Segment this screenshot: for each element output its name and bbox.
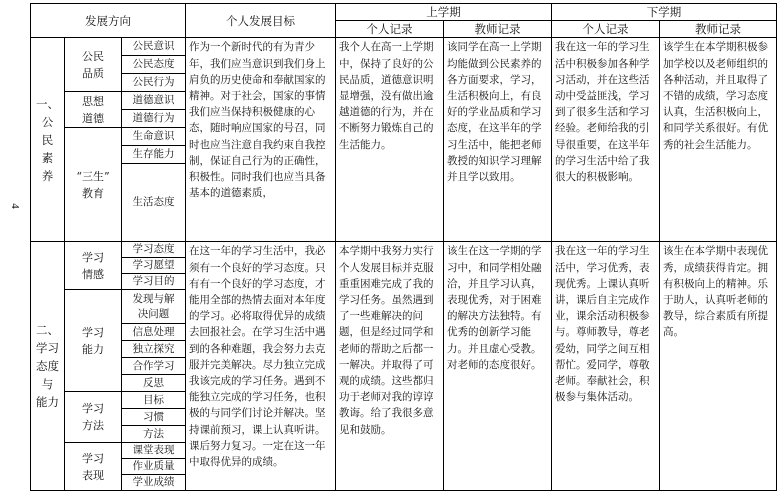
category-civic-literacy: 一、 公 民 素 养 xyxy=(31,38,65,242)
item-homework-quality: 作业质量 xyxy=(122,459,186,475)
header-direction: 发展方向 xyxy=(31,4,186,38)
subcategory-civic-quality: 公民 品质 xyxy=(65,38,122,92)
item-class-performance: 课堂表现 xyxy=(122,443,186,459)
s2-teacher-learning: 该生在本学期中表现优秀，成绩获得肯定。拥有积极向上的精神。乐于助人，认真听老师的教导，综合素质有所提高。 xyxy=(660,242,777,491)
header-goal: 个人发展目标 xyxy=(186,4,336,38)
header-s2-personal: 个人记录 xyxy=(552,21,660,38)
subcategory-learning-emotion: 学习 情感 xyxy=(65,242,122,290)
goal-civic: 作为一个新时代的有为青少年，我们应当意识到我们身上肩负的历史使命和奉献国家的精神。对于社会，国家的事情我们应当保持积极健康的心态，随时响应国家的号召，同时也应当注意自我约束自我控制，保证自己行为的正确性，积极性。同时我们也应当具备基本的道德素质， xyxy=(186,38,336,242)
item-learning-attitude: 学习态度 xyxy=(122,242,186,258)
header-s2-teacher: 教师记录 xyxy=(660,21,777,38)
s2-personal-civic: 我在这一年的学习生活中积极参加各种学习活动，并在这些活动中受益匪浅，学习到了很多生活和学习经验。老师给我的引导很重要，在这半年的学习生活中给了我很大的积极影响。 xyxy=(552,38,660,242)
item-life-awareness: 生命意识 xyxy=(122,128,186,146)
header-semester-2: 下学期 xyxy=(552,4,777,21)
s1-personal-civic: 我个人在高一上学期中，保持了良好的公民品质，道德意识明显增强，没有做出逾越道德的行为，并在不断努力锻炼自己的生活能力。 xyxy=(336,38,444,242)
s1-teacher-civic: 该同学在高一上学期均能做到公民素养的各方面要求，学习，生活积极向上，有良好的学业品质和学习态度，在这半年的学习生活中，能把老师教授的知识学习理解并且学以致用。 xyxy=(444,38,552,242)
item-information-processing: 信息处理 xyxy=(122,324,186,341)
item-learning-desire: 学习愿望 xyxy=(122,258,186,274)
item-goal: 目标 xyxy=(122,392,186,409)
s1-personal-learning: 本学期中我努力实行个人发展目标并克服重重困难完成了我的学习任务。虽然遇到了一些难解决的问题，但是经过同学和老师的帮助之后都一一解决。并取得了可观的成绩。这些都归功于老师对我的谆谆教诲。给了我很多意见和鼓励。 xyxy=(336,242,444,491)
header-s1-teacher: 教师记录 xyxy=(444,21,552,38)
item-civic-behavior: 公民行为 xyxy=(122,74,186,92)
item-moral-awareness: 道德意识 xyxy=(122,92,186,110)
s2-personal-learning: 我在这一年的学习生活中，学习优秀，表现优秀。上课认真听讲，课后自主完成作业，课余活动积极参与。尊师教导，尊老爱幼，同学之间互相帮忙。爱同学，尊敬老师。奉献社会，积极参与集体活动。 xyxy=(552,242,660,491)
header-semester-1: 上学期 xyxy=(336,4,552,21)
item-civic-attitude: 公民态度 xyxy=(122,56,186,74)
item-habit: 习惯 xyxy=(122,409,186,426)
item-cooperative-learning: 合作学习 xyxy=(122,358,186,375)
subcategory-learning-performance: 学习 表现 xyxy=(65,443,122,491)
item-life-attitude: 生活态度 xyxy=(122,164,186,242)
item-method: 方法 xyxy=(122,426,186,443)
goal-learning: 在这一年的学习生活中，我必须有一个良好的学习态度。只有有一个良好的学习态度，才能用全部的热情去面对本年度的学习。必将取得优异的成绩去回报社会。在学习生活中遇到的各种难题，我会努力去克服并完美解决。尽力独立完成我该完成的学习任务。遇到不能独立完成的学习任务，也积极的与同学们讨论并解决。坚持课前预习，课上认真听讲。课后努力复习。一定在这一年中取得优异的成绩。 xyxy=(186,242,336,491)
category-learning-attitude-ability: 二、 学习 态度 与 能力 xyxy=(31,242,65,491)
subcategory-three-life-education: “三生” 教育 xyxy=(65,128,122,242)
subcategory-learning-ability: 学习 能力 xyxy=(65,290,122,392)
s2-teacher-civic: 该学生在本学期积极参加学校以及老师组织的各种活动，并且取得了不错的成绩，学习态度认真，生活积极向上，和同学关系很好。有优秀的社会生活能力。 xyxy=(660,38,777,242)
subcategory-morality: 思想 道德 xyxy=(65,92,122,128)
item-academic-results: 学业成绩 xyxy=(122,475,186,491)
subcategory-learning-method: 学习 方法 xyxy=(65,392,122,443)
item-moral-behavior: 道德行为 xyxy=(122,110,186,128)
item-reflection: 反思 xyxy=(122,375,186,392)
page-number: 4 xyxy=(8,203,21,209)
item-survival-ability: 生存能力 xyxy=(122,146,186,164)
item-problem-solving: 发现与解 决问题 xyxy=(122,290,186,324)
header-s1-personal: 个人记录 xyxy=(336,21,444,38)
development-record-table xyxy=(30,3,777,491)
item-civic-awareness: 公民意识 xyxy=(122,38,186,56)
item-independent-inquiry: 独立探究 xyxy=(122,341,186,358)
s1-teacher-learning: 该生在这一学期的学习中，和同学相处融洽，并且学习认真，表现优秀，对于困难的解决方法独特。有优秀的创新学习能力。并且虚心受教。对老师的态度很好。 xyxy=(444,242,552,491)
item-learning-purpose: 学习目的 xyxy=(122,274,186,290)
